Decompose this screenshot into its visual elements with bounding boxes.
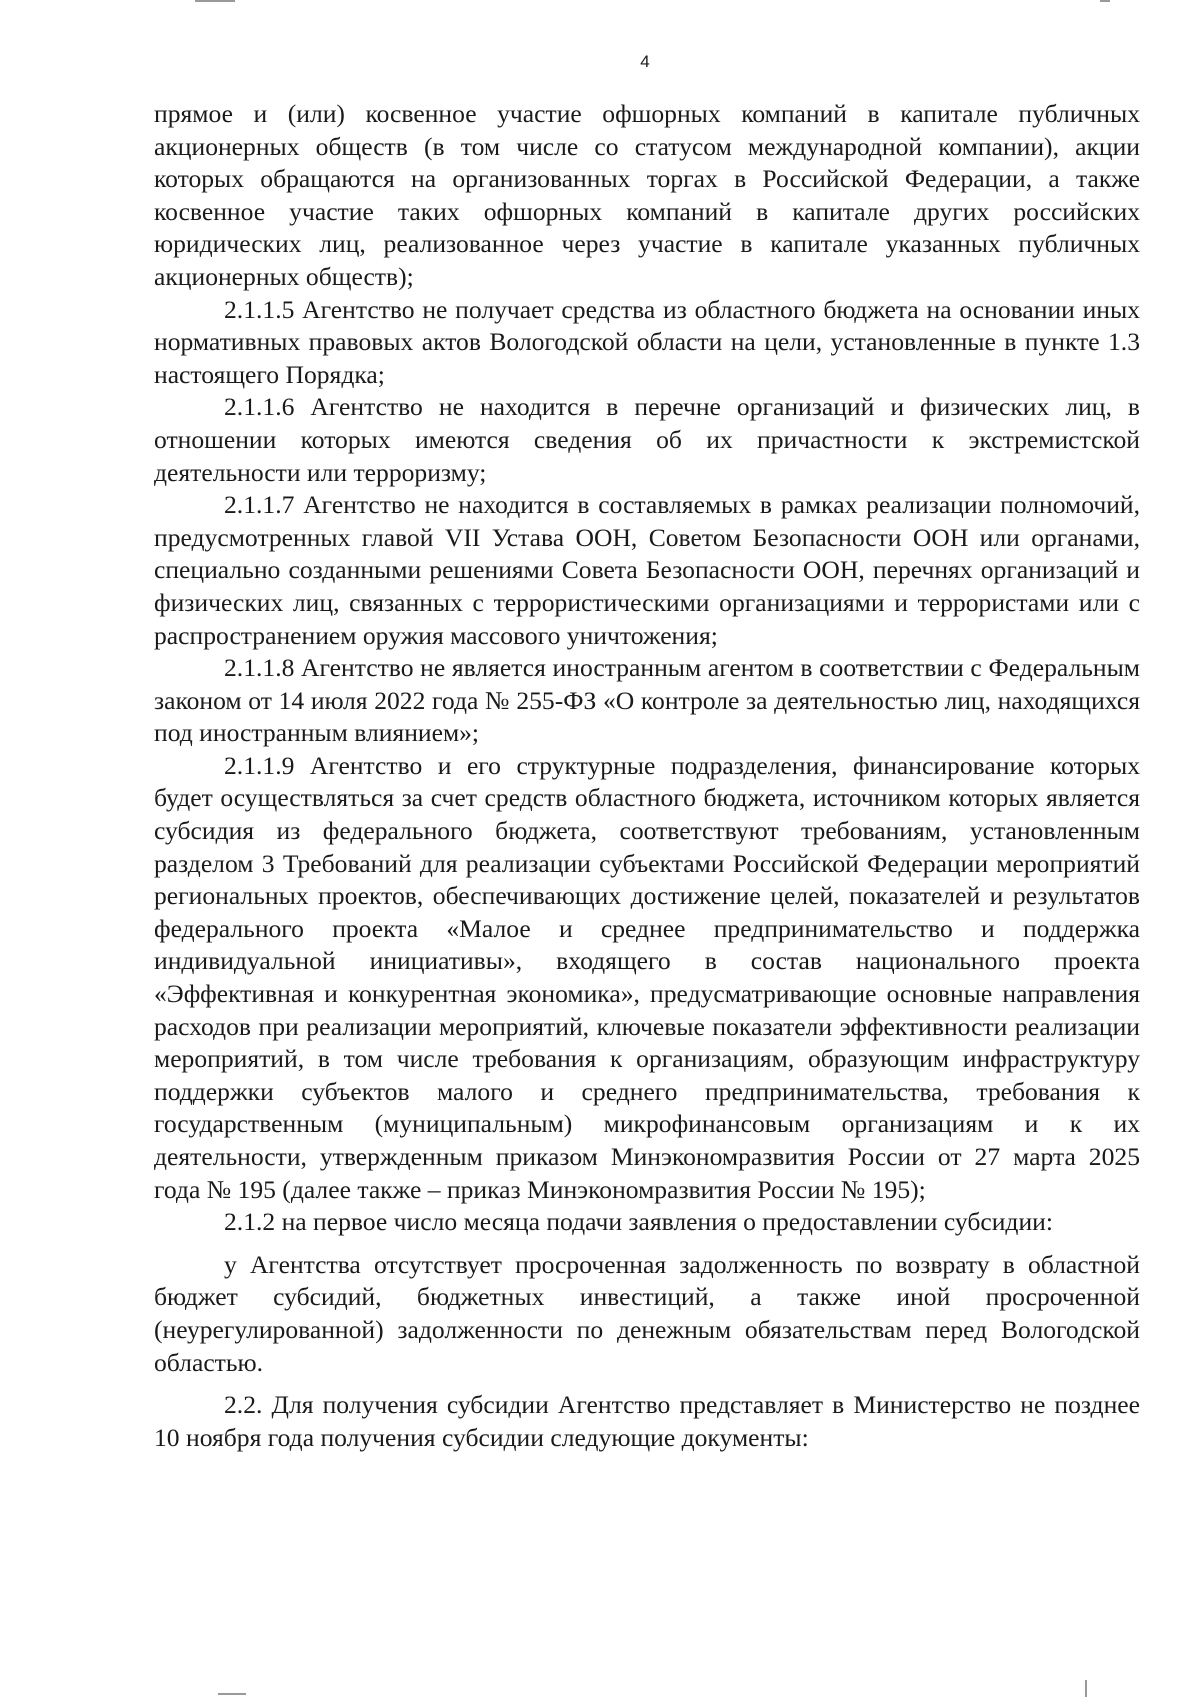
paragraph-2-1-1-7: 2.1.1.7 Агентство не находится в составляемых в рамках реализации полномочий, предусмотренных главой VII Устава ООН, Советом Безопасности ООН или органами, специально созданными решениями Совета Безопасности ООН, перечнях организаций и физических лиц, связанных с террористическими организациями и террористами или с распространением оружия массового уничтожения; <box>154 490 1140 650</box>
scan-artifact-top-left <box>195 0 235 2</box>
paragraph-offshore-participation: прямое и (или) косвенное участие офшорных компаний в капитале публичных акционерных обществ (в том числе со статусом международной компании), акции которых обращаются на организованных торгах в Российской Федерации, а также косвенное участие таких офшорных компаний в капитале других российских юридических лиц, реализованное через участие в капитале указанных публичных акционерных обществ); <box>154 99 1140 291</box>
paragraph-2-1-1-9: 2.1.1.9 Агентство и его структурные подразделения, финансирование которых будет осуществляться за счет средств областного бюджета, источником которых является субсидия из федерального бюджета, соответствуют требованиям, установленным разделом 3 Требований для реализации субъектами Российской Федерации мероприятий региональных проектов, обеспечивающих достижение целей, показателей и результатов федерального проекта «Малое и среднее предпринимательство и поддержка индивидуальной инициативы», входящего в состав национального проекта «Эффективная и конкурентная экономика», предусматривающие основные направления расходов при реализации мероприятий, ключевые показатели эффективности реализации мероприятий, в том числе требования к организациям, образующим инфраструктуру поддержки субъектов малого и среднего предпринимательства, требования к государственным (муниципальным) микрофинансовым организациям и к их деятельности, утвержденным приказом Минэкономразвития России от 27 марта 2025 года № 195 (далее также – приказ Минэкономразвития России № 195); <box>154 750 1140 1204</box>
paragraph-2-1-1-8: 2.1.1.8 Агентство не является иностранным агентом в соответствии с Федеральным законом от 14 июля 2022 года № 255-ФЗ «О контроле за деятельностью лиц, находящихся под иностранным влиянием»; <box>154 653 1140 748</box>
scan-artifact-top-right <box>1100 0 1110 2</box>
paragraph-2-2: 2.2. Для получения субсидии Агентство представляет в Министерство не позднее 10 ноября года получения субсидии следующие документы: <box>154 1390 1140 1452</box>
document-body <box>154 98 1140 1454</box>
paragraph-2-1-1-6: 2.1.1.6 Агентство не находится в перечне организаций и физических лиц, в отношении которых имеются сведения об их причастности к экстремистской деятельности или терроризму; <box>154 392 1140 487</box>
page-number: 4 <box>640 52 650 71</box>
scan-artifact-bottom-right <box>1085 1680 1087 1697</box>
paragraph-no-overdue-debt: у Агентства отсутствует просроченная задолженность по возврату в областной бюджет субсидий, бюджетных инвестиций, а также иной просроченной (неурегулированной) задолженности по денежным обязательствам перед Вологодской областью. <box>154 1249 1140 1377</box>
paragraph-2-1-1-5: 2.1.1.5 Агентство не получает средства из областного бюджета на основании иных нормативных правовых актов Вологодской области на цели, установленные в пункте 1.3 настоящего Порядка; <box>154 294 1140 389</box>
paragraph-2-1-2: 2.1.2 на первое число месяца подачи заявления о предоставлении субсидии: <box>224 1207 1053 1237</box>
scan-artifact-bottom-left <box>218 1693 246 1695</box>
